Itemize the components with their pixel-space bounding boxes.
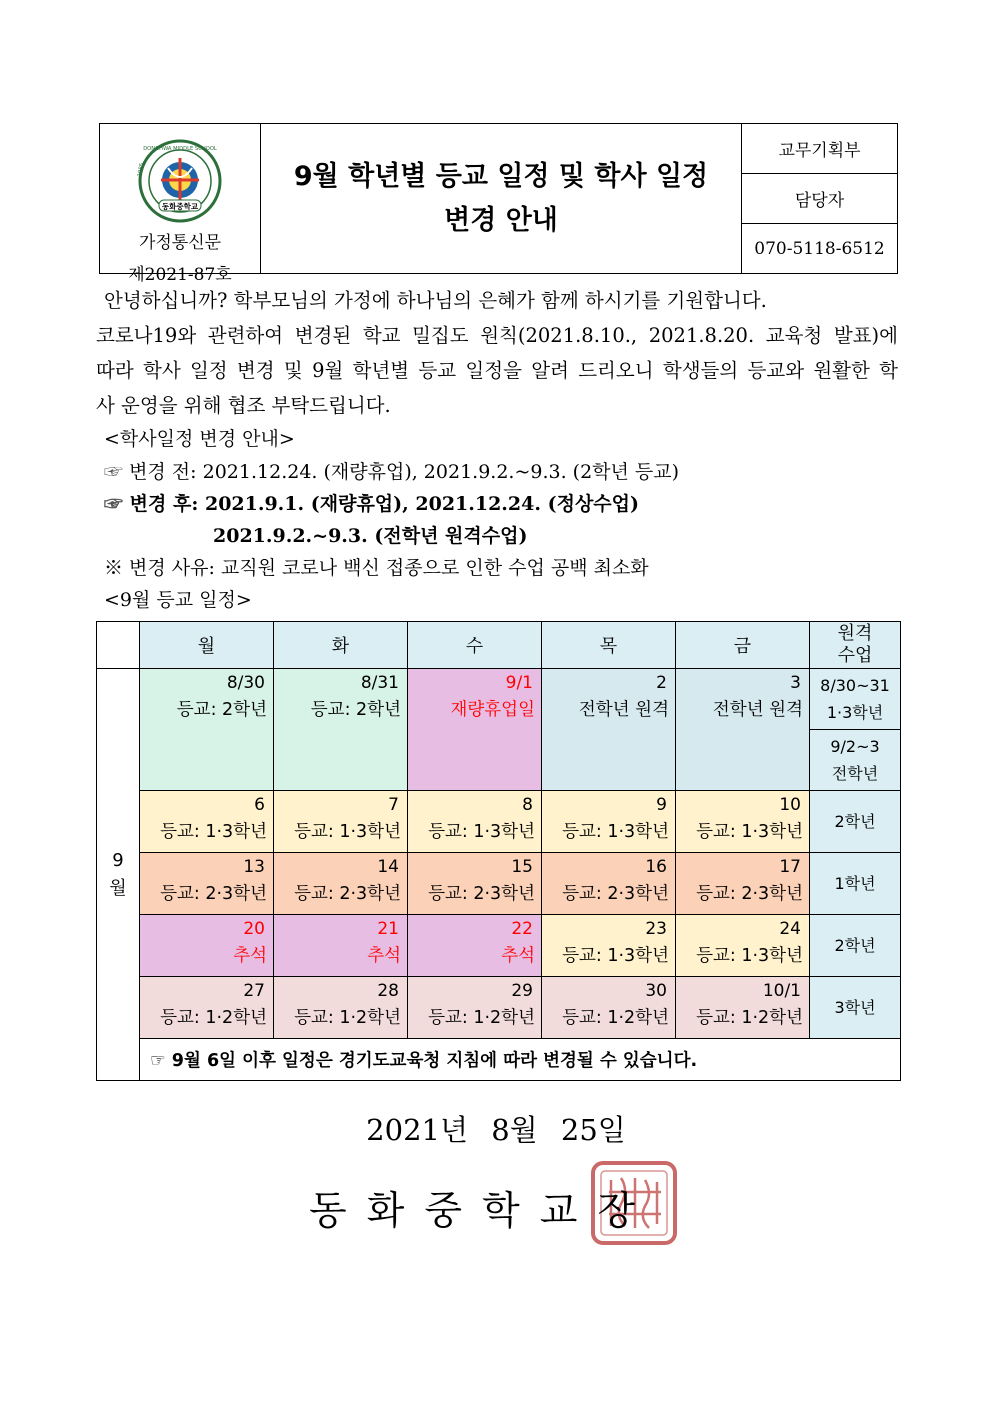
page-title-line1: 9월 학년별 등교 일정 및 학사 일정 [293,160,709,192]
day-text: 전학년 원격 [578,700,669,720]
day-text: 등교: 1·2학년 [428,1008,535,1028]
school-signature: 동화중학교장 [309,1189,656,1234]
day-cell [542,853,676,915]
change-after [104,489,639,519]
day-number: 8 [522,795,533,815]
remote-cell: 1학년 [810,853,901,915]
day-number: 16 [645,857,667,877]
note-row [97,1039,901,1081]
publication-number: 제2021-87호 [128,265,232,285]
day-number: 8/31 [360,673,399,693]
day-text: 등교: 2·3학년 [696,884,803,904]
contact-label: 담당자 [742,173,897,223]
intro-line-1: 안녕하십니까? 학부모님의 가정에 하나님의 은혜가 함께 하시기를 기원합니다. [104,289,767,312]
day-text: 전학년 원격 [712,700,803,720]
phone-number: 070-5118-6512 [742,223,897,273]
day-text: 등교: 1·2학년 [696,1008,803,1028]
department: 교무기획부 [778,141,861,161]
intro-line-4: 사 운영을 위해 협조 부탁드립니다. [96,394,391,417]
day-header: 금 [676,622,810,669]
logo-english-name: DONGHWA MIDDLE SCHOOL [143,146,217,152]
day-text: 등교: 1·3학년 [696,822,803,842]
day-text: 재량휴업일 [450,700,535,720]
day-cell [408,915,542,977]
day-text: 등교: 2학년 [310,700,401,720]
september-calendar [96,621,901,1081]
day-number: 9/1 [505,673,533,693]
remote-cell: 3학년 [810,977,901,1039]
day-text: 등교: 1·2학년 [294,1008,401,1028]
day-text: 등교: 1·3학년 [428,822,535,842]
intro-paragraph [96,283,898,423]
header-left-panel [100,124,261,285]
day-cell [274,915,408,977]
day-header: 목 [542,622,676,669]
day-number: 13 [243,857,265,877]
day-text: 등교: 2학년 [176,700,267,720]
day-number: 9 [656,795,667,815]
publication-type: 가정통신문 [138,233,222,253]
day-cell [542,791,676,853]
day-cell [408,977,542,1039]
day-number: 28 [377,981,399,1001]
day-cell [140,791,274,853]
logo-year: 1985 [137,162,146,178]
calendar-corner [97,622,140,669]
change-after-text2: 2021.9.2.~9.3. (전학년 원격수업) [213,525,528,547]
day-text: 추석 [501,946,535,966]
week-row [97,669,901,730]
day-cell [274,669,408,791]
day-cell [676,791,810,853]
day-number: 20 [243,919,265,939]
day-cell [542,977,676,1039]
header-contact-panel [742,124,897,273]
header-title-panel [261,124,742,273]
day-number: 30 [645,981,667,1001]
day-text: 등교: 1·3학년 [160,822,267,842]
day-text: 등교: 2·3학년 [160,884,267,904]
day-cell [274,853,408,915]
day-text: 등교: 1·3학년 [562,946,669,966]
day-number: 23 [645,919,667,939]
letter-date: 2021년 8월 25일 [366,1113,626,1147]
day-number: 10/1 [762,981,801,1001]
page-title-line2: 변경 안내 [444,204,558,236]
day-cell [408,791,542,853]
remote-cell: 2학년 [810,791,901,853]
day-number: 14 [377,857,399,877]
month-label: 9 월 [97,669,140,1081]
day-header: 수 [408,622,542,669]
letter-header [99,123,898,285]
calendar-heading: <9월 등교 일정> [104,589,252,611]
pointer-icon: ☞ [104,493,124,515]
day-text: 등교: 2·3학년 [428,884,535,904]
day-text: 등교: 1·3학년 [294,822,401,842]
day-number: 6 [254,795,265,815]
day-text: 등교: 2·3학년 [294,884,401,904]
day-number: 10 [779,795,801,815]
week-row [97,977,901,1039]
change-before-text: 2021.12.24. (재량휴업), 2021.9.2.~9.3. (2학년 등교) [202,461,680,483]
day-number: 17 [779,857,801,877]
remote-header: 원격 수업 [810,622,901,669]
remote-cell: 8/30~31 1·3학년 [810,669,901,730]
logo-school-name: 동화중학교 [161,202,199,211]
remote-cell: 2학년 [810,915,901,977]
day-number: 21 [377,919,399,939]
week-row [97,853,901,915]
day-number: 8/30 [226,673,265,693]
schedule-change-heading: <학사일정 변경 안내> [104,428,295,450]
day-cell [274,791,408,853]
week-row [97,915,901,977]
day-cell [140,853,274,915]
day-cell [676,915,810,977]
day-cell [676,853,810,915]
day-header: 화 [274,622,408,669]
day-cell [676,669,810,791]
change-reason: ※ 변경 사유: 교직원 코로나 백신 접종으로 인한 수업 공백 최소화 [104,557,649,579]
day-cell [408,853,542,915]
day-text: 등교: 1·3학년 [562,822,669,842]
intro-line-2: 코로나19와 관련하여 변경된 학교 밀집도 원칙(2021.8.10., 2021.8.20. 교육청 발표)에 [96,324,898,347]
day-text: 추석 [233,946,267,966]
day-header: 월 [140,622,274,669]
day-text: 추석 [367,946,401,966]
day-cell [140,915,274,977]
day-cell [542,669,676,791]
change-after-label: 변경 후: [129,493,199,515]
day-number: 29 [511,981,533,1001]
day-cell [140,977,274,1039]
day-number: 7 [388,795,399,815]
day-number: 2 [656,673,667,693]
day-cell [140,669,274,791]
change-before [104,457,679,487]
change-before-label: 변경 전: [129,461,197,483]
day-text: 등교: 1·2학년 [160,1008,267,1028]
day-cell [408,669,542,791]
intro-line-3: 따라 학사 일정 변경 및 9월 학년별 등교 일정을 알려 드리오니 학생들의 등교와 원활한 학 [96,359,898,382]
schedule-note: ☞ 9월 6일 이후 일정은 경기도교육청 지침에 따라 변경될 수 있습니다. [140,1039,901,1081]
day-number: 24 [779,919,801,939]
day-number: 27 [243,981,265,1001]
calendar-header-row [97,622,901,669]
day-cell [542,915,676,977]
day-number: 15 [511,857,533,877]
day-text: 등교: 2·3학년 [562,884,669,904]
school-logo [135,138,225,224]
change-after-text1: 2021.9.1. (재량휴업), 2021.12.24. (정상수업) [204,493,639,515]
day-number: 3 [790,673,801,693]
remote-cell: 9/2~3 전학년 [810,730,901,791]
day-text: 등교: 1·2학년 [562,1008,669,1028]
day-text: 등교: 1·3학년 [696,946,803,966]
day-cell [274,977,408,1039]
pointer-icon: ☞ [104,461,124,483]
day-cell [676,977,810,1039]
week-row [97,791,901,853]
day-number: 22 [511,919,533,939]
